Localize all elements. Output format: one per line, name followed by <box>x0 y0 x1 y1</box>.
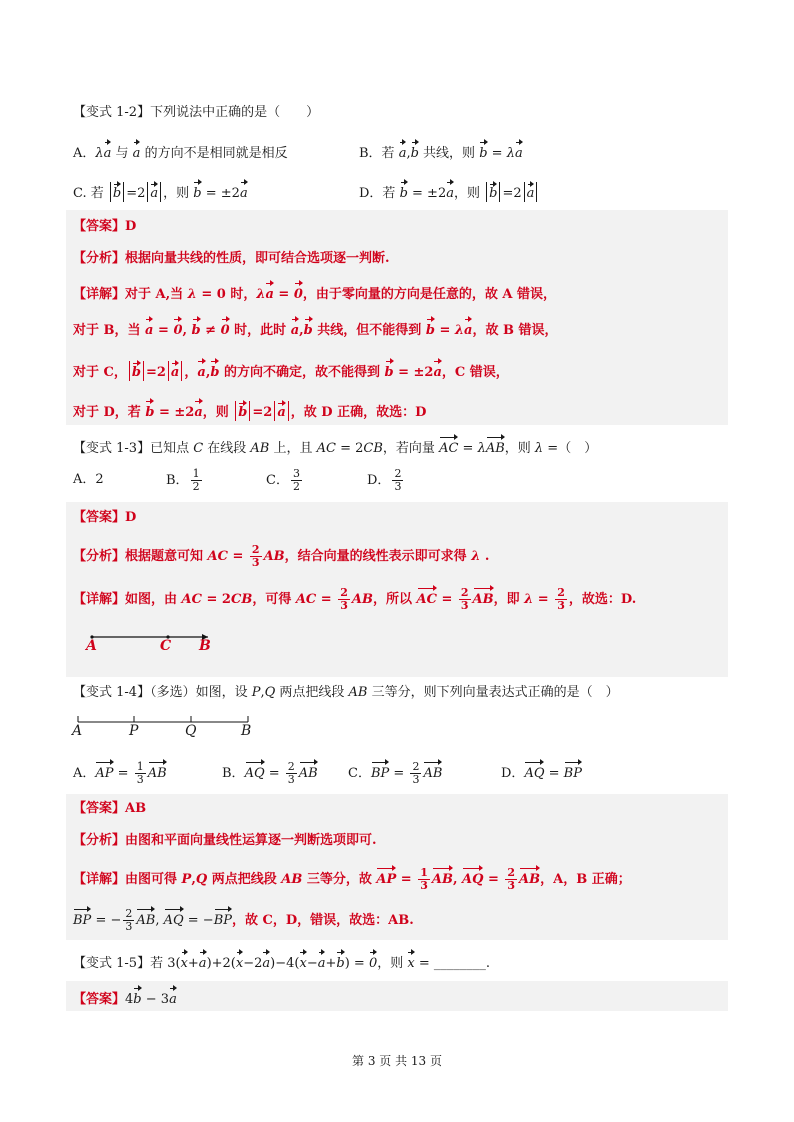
q15-answer: 【答案】4b − 3a <box>73 986 177 1010</box>
q14-option-d: D．AQ = BP <box>501 760 582 784</box>
q12-detail-1: 【详解】对于 A,当 λ = 0 时，λa = 0，由于零向量的方向是任意的，故 A 错误， <box>73 281 556 305</box>
q14-label-a: A <box>72 723 83 739</box>
q14-label-p: P <box>129 723 139 739</box>
q12-detail-3: 对于 C， b =2 a ，a,b 的方向不确定，故不能得到 b = ±2a，C 错误， <box>73 359 509 383</box>
q13-label-a: A <box>86 638 97 654</box>
q12-option-b: B．若 a,b 共线，则 b = λa <box>359 140 523 164</box>
q14-option-c: C．BP = $\frac{2}{3}$ AB <box>348 760 443 786</box>
q12-detail-2: 对于 B，当 a = 0, b ≠ 0 时，此时 a,b 共线，但不能得到 b = λa，故 B 错误， <box>73 317 557 341</box>
q13-option-a: A．2 <box>73 472 104 487</box>
q13-answer: 【答案】D <box>73 510 137 525</box>
q14-analysis: 【分析】由图和平面向量线性运算逐一判断选项即可. <box>73 833 377 848</box>
q14-stem: 【变式 1-4】（多选）如图，设 P,Q 两点把线段 AB 三等分，则下列向量表达式正确的是（ ） <box>73 685 619 700</box>
q14-label-b: B <box>241 723 252 739</box>
q12-detail-4: 对于 D，若 b = ±2a，则 b =2 a ，故 D 正确，故选：D <box>73 399 426 423</box>
q13-stem: 【变式 1-3】已知点 C 在线段 AB 上，且 AC = 2CB，若向量 AC = λAB，则 λ =（ ） <box>73 435 597 459</box>
q12-option-a: A．λa 与 a 的方向不是相同就是相反 <box>73 140 288 164</box>
q13-option-c: C． $\frac{3}{2}$ <box>266 467 300 493</box>
q15-stem: 【变式 1-5】若 3(x+a)+2(x−2a)−4(x−a+b) = 0，则 x = ________. <box>73 950 490 974</box>
q13-option-d: D． $\frac{2}{3}$ <box>367 467 402 493</box>
page-footer: 第 3 页 共 13 页 <box>352 1054 442 1068</box>
q14-answer: 【答案】AB <box>73 801 147 816</box>
q14-detail-1: 【详解】由图可得 P,Q 两点把线段 AB 三等分，故 AP = $\frac{1}{3}$ AB, AQ = $\frac{2}{3}$ AB，A，B 正确； <box>73 866 631 892</box>
q12-option-c: C. 若 b =2 a ，则 b = ±2a <box>73 180 248 204</box>
q14-segment-figure <box>72 713 262 729</box>
q12-answer: 【答案】D <box>73 219 137 234</box>
q14-detail-2: BP = − $\frac{2}{3}$ AB, AQ = −BP，故 C，D，错误，故选：AB. <box>73 907 414 933</box>
q13-detail: 【详解】如图，由 AC = 2CB，可得 AC = $\frac{2}{3}$ AB，所以 AC = $\frac{2}{3}$ AB，即 λ = $\frac{2}{3}$ ，故选：D. <box>73 586 637 612</box>
q12-analysis: 【分析】根据向量共线的性质，即可结合选项逐一判断. <box>73 251 390 266</box>
q13-label-c: C <box>160 638 172 654</box>
q14-option-b: B．AQ = $\frac{2}{3}$ AB <box>222 760 318 786</box>
q13-option-b: B． $\frac{1}{2}$ <box>166 467 200 493</box>
q14-label-q: Q <box>185 723 197 739</box>
q13-analysis: 【分析】根据题意可知 AC = $\frac{2}{3}$ AB，结合向量的线性表示即可求得 λ . <box>73 543 490 569</box>
q13-label-b: B <box>199 638 211 654</box>
q12-option-d: D．若 b = ±2a，则 b =2 a <box>359 180 539 204</box>
q14-option-a: A．AP = $\frac{1}{3}$ AB <box>73 760 167 786</box>
q12-stem: 【变式 1-2】下列说法中正确的是（ ） <box>73 105 320 120</box>
